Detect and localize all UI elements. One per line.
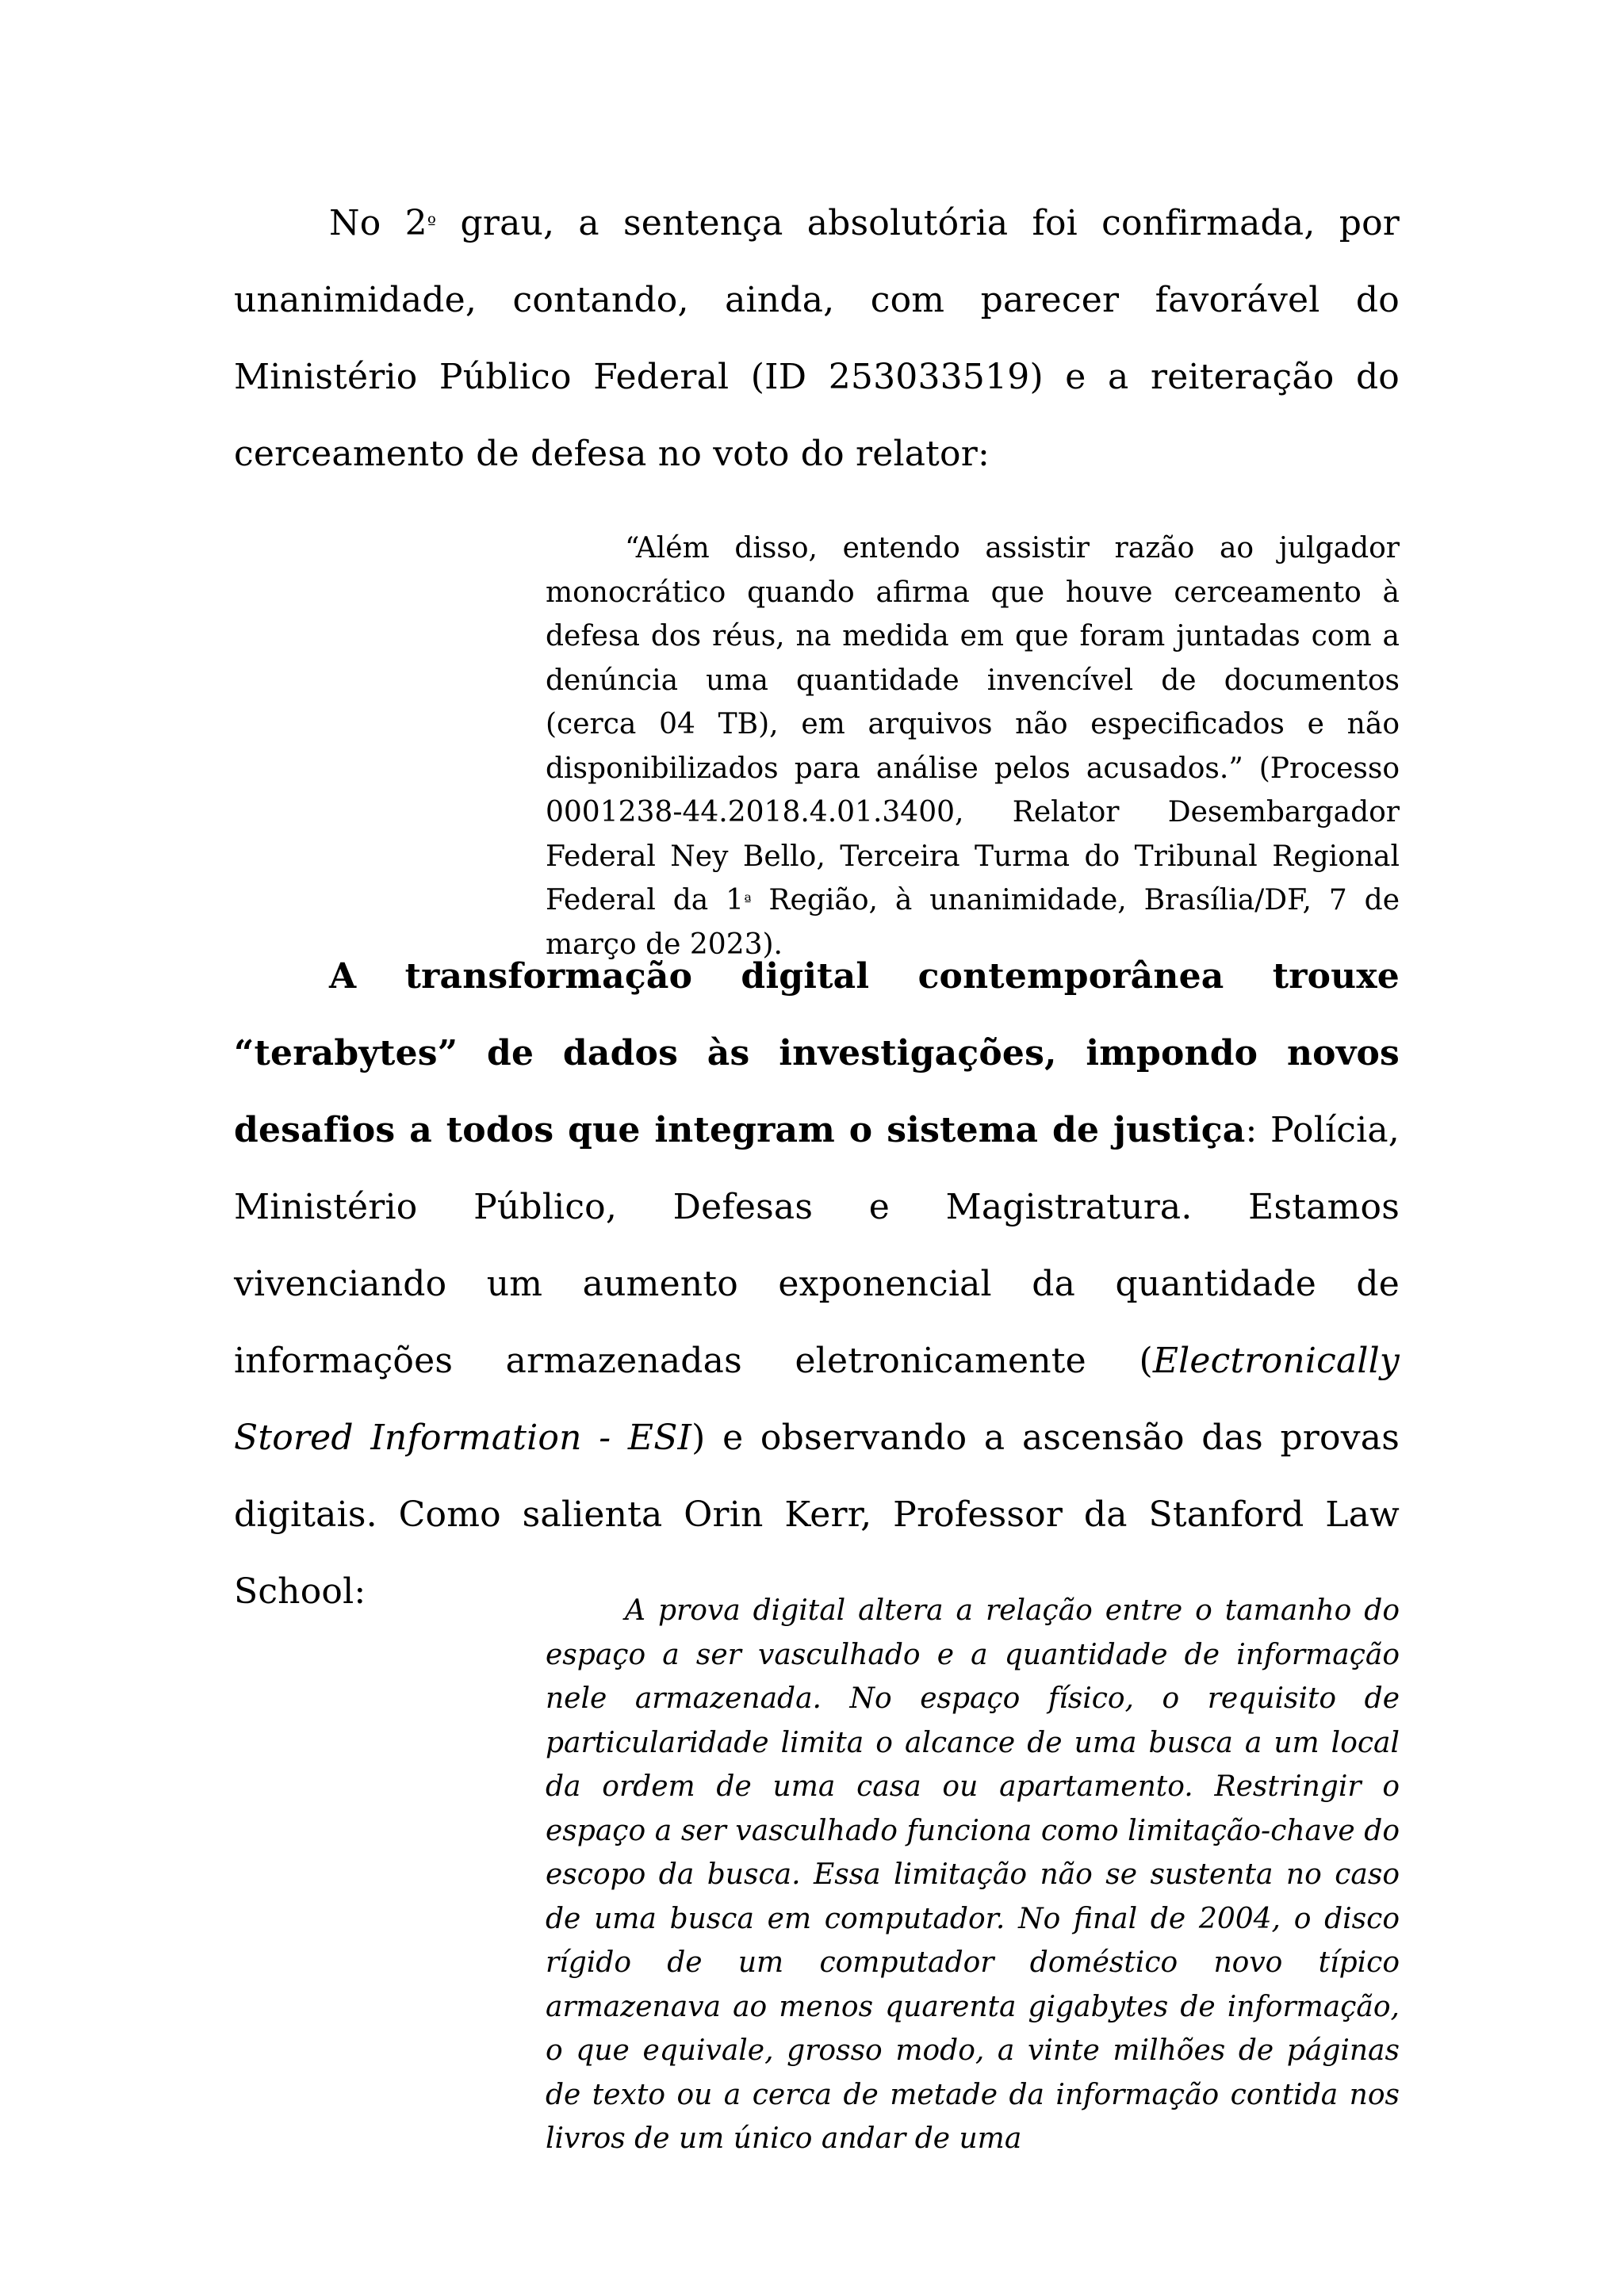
ordinal-indicator: º xyxy=(427,212,437,235)
ordinal-indicator: ª xyxy=(744,891,752,910)
body-paragraph-second-instance xyxy=(234,185,1400,492)
italic-term: Electronically Stored Information - ESI xyxy=(234,1341,1400,1458)
bold-emphasis: A transformação digital contemporânea trouxe “terabytes” de dados às investigações, impondo novos desafios a todos que integram o sistema de justiça xyxy=(234,956,1400,1150)
quote-text-start: “Além disso, entendo assistir razão ao julgador monocrático quando afirma que houve cerceamento à defesa dos réus, na medida em que foram juntadas com a denúncia uma quantidade invencível de documentos (cerca 04 TB), em arquivos não especificados e não disponibilizados para análise pelos acusados.” (Processo 0001238-44.2018.4.01.3400, Relator Desembargador Federal Ney Bello, Terceira Turma do Tribunal Regional Federal da 1 xyxy=(546,532,1400,916)
block-quote-court-decision xyxy=(546,526,1400,966)
quote-text-rest: Região, à unanimidade, Brasília/DF, 7 de março de 2023). xyxy=(546,884,1400,961)
paragraph-text-start: No 2 xyxy=(329,203,427,243)
block-quote-orin-kerr: A prova digital altera a relação entre o tamanho do espaço a ser vasculhado e a quantidade de informação nele armazenada. No espaço físico, o requisito de particularidade limita o alcance de uma busca a um local da ordem de uma casa ou apartamento. Restringir o espaço a ser vasculhado funciona como limitação-chave do escopo da busca. Essa limitação não se sustenta no caso de uma busca em computador. No final de 2004, o disco rígido de um computador doméstico novo típico armazenava ao menos quarenta gigabytes de informação, o que equivale, grosso modo, a vinte milhões de páginas de texto ou a cerca de metade da informação contida nos livros de um único andar de uma xyxy=(546,1594,1400,2155)
paragraph-text: : Polícia, Ministério Público, Defesas e Magistratura. Estamos vivenciando um aumento exponencial da quantidade de informações armazenadas eletronicamente ( xyxy=(234,1110,1400,1381)
paragraph-text-end: ) e observando a ascensão das provas digitais. Como salienta Orin Kerr, Professor da Stanford Law School: xyxy=(234,1418,1400,1612)
paragraph-text-rest: grau, a sentença absolutória foi confirmada, por unanimidade, contando, ainda, com parecer favorável do Ministério Público Federal (ID 253033519) e a reiteração do cerceamento de defesa no voto do relator: xyxy=(234,203,1400,474)
body-paragraph-digital-transformation xyxy=(234,938,1400,1630)
